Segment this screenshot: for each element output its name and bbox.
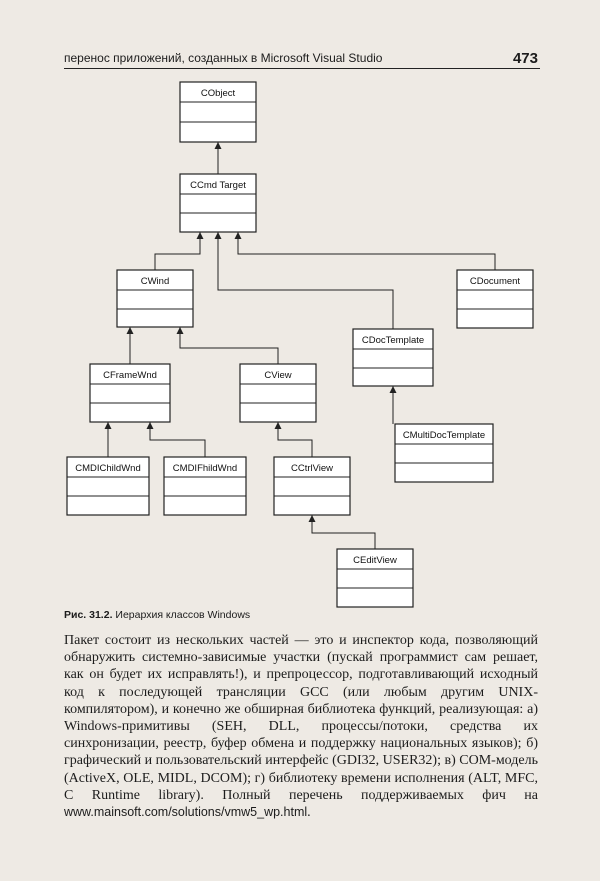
connector-cdoctemplate-ccmdtarget — [218, 232, 393, 329]
class-name-cobject: CObject — [200, 88, 236, 99]
class-box-cframewnd — [90, 364, 170, 422]
page-number: 473 — [512, 50, 538, 67]
connector-ceditview-cctrlview — [312, 515, 375, 549]
class-box-cdocument — [457, 270, 533, 328]
class-name-cmdifhildwnd: CMDIFhildWnd — [172, 463, 238, 474]
class-name-cmultidoctemplate: CMultiDocTemplate — [402, 430, 486, 441]
class-box-ceditview — [337, 549, 413, 607]
body-url: www.mainsoft.com/solutions/vmw5_wp.html — [64, 805, 308, 820]
running-title: перенос приложений, созданных в Microsoft Visual Studio — [64, 51, 383, 65]
connector-cview-cwind — [180, 327, 278, 364]
class-box-cmdifhildwnd — [164, 457, 246, 515]
figure-label: Рис. 31.2. — [64, 609, 113, 621]
class-box-cmdichildwnd — [67, 457, 149, 515]
class-name-ccmdtarget: CCmd Target — [190, 180, 246, 191]
class-box-cctrlview — [274, 457, 350, 515]
class-box-cwind — [117, 270, 193, 327]
figure-caption — [64, 609, 250, 621]
class-name-cframewnd: CFrameWnd — [103, 370, 157, 381]
body-paragraph — [64, 632, 538, 821]
class-box-ccmdtarget — [180, 174, 256, 232]
body-end: . — [307, 805, 311, 821]
class-name-ceditview: CEditView — [353, 555, 397, 566]
connector-cwind-ccmdtarget — [155, 232, 200, 270]
class-box-cobject — [180, 82, 256, 142]
class-name-cctrlview: CCtrlView — [290, 463, 334, 474]
class-name-cmdichildwnd: CMDIChildWnd — [75, 463, 141, 474]
class-name-cwind: CWind — [140, 276, 170, 287]
class-box-cmultidoctemplate — [395, 424, 493, 482]
class-box-cdoctemplate — [353, 329, 433, 386]
class-name-cdoctemplate: CDocTemplate — [361, 335, 425, 346]
connector-cmdifhildwnd-cframewnd — [150, 422, 205, 457]
class-box-cview — [240, 364, 316, 422]
body-text: Пакет состоит из нескольких частей — это и инспектор кода, позволяющий обнаружить системно-зависимые участки (пускай программист сам решает, как он будет их исправлять!), и препроцессор, подготавливающий исходный код к последующей трансляции GCC (или любым другим UNIX-компилятором), и конечно же обширная библиотека функций, реализующая: а) Windows-примитивы (SEH, DLL, процессы/потоки, средства их синхронизации, реестр, буфер обмена и поддержку национальных языков); б) графический и пользовательский интерфейс (GDI32, USER32); в) COM-модель (ActiveX, OLE, MIDL, DCOM); г) библиотеку времени исполнения (ALT, MFC, C Runtime library). Полный перечень поддерживаемых фич на — [64, 633, 538, 803]
connector-cdocument-ccmdtarget — [238, 232, 495, 270]
connector-cctrlview-cview — [278, 422, 312, 457]
class-name-cdocument: CDocument — [469, 276, 521, 287]
class-name-cview: CView — [264, 370, 292, 381]
figure-caption-text: Иерархия классов Windows — [112, 609, 251, 621]
